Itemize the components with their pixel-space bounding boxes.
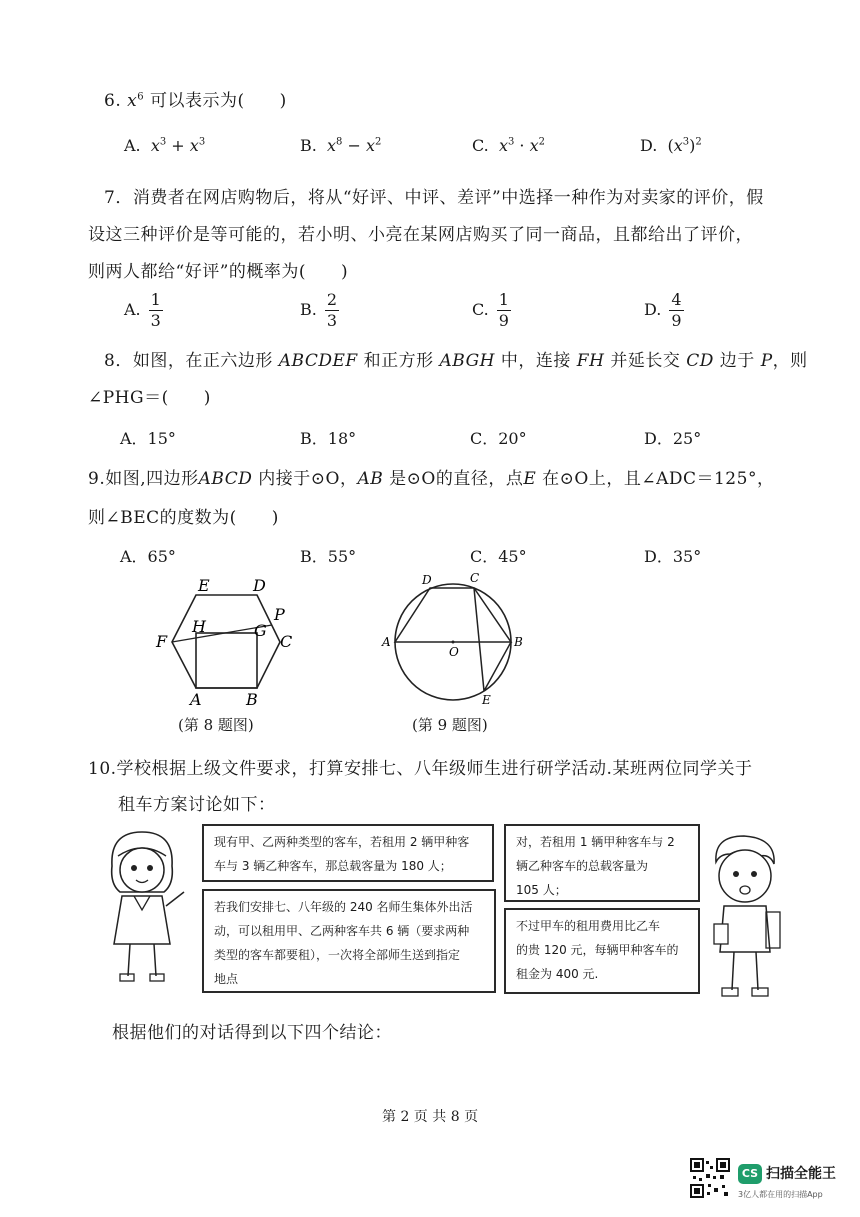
fig9-label-e: E	[482, 693, 491, 707]
q6-option-c: C. $x^3 \cdot x^2$	[472, 136, 546, 155]
q9-option-a: A．65°	[120, 547, 176, 566]
fig9-label-c: C	[470, 571, 480, 585]
fig8-label-f: F	[156, 632, 168, 651]
fig9-label-a: A	[382, 635, 391, 649]
fig8-label-h: H	[192, 617, 206, 636]
figure-9-circle	[378, 568, 528, 708]
bubble-left-bottom: 若我们安排七、八年级的 240 名师生集体外出活 动，可以租用甲、乙两种客车共 6 辆（要求两种 类型的客车都要租），一次将全部师生送到指定 地点	[202, 889, 496, 993]
q6-option-b: B. $x^8 - x^2$	[300, 136, 382, 155]
fig8-label-d: D	[253, 576, 266, 595]
fig9-label-d: D	[422, 573, 432, 587]
brand-name: 扫描全能王	[766, 1166, 836, 1182]
q10-conclusion-intro: 根据他们的对话得到以下四个结论：	[112, 1023, 392, 1043]
q10-line-1: 10.学校根据上级文件要求，打算安排七、八年级师生进行研学活动.某班两位同学关于	[88, 759, 753, 779]
q7-option-c: C. $\frac{1}{9}$	[472, 290, 509, 330]
q7-line-1: 7．消费者在网店购物后，将从“好评、中评、差评”中选择一种作为对卖家的评价，假	[104, 188, 764, 208]
q8-line-2: ∠PHG＝( )	[88, 388, 211, 408]
figure-9-caption: (第 9 题图)	[412, 716, 488, 734]
q7-line-3: 则两人都给“好评”的概率为( )	[88, 262, 349, 282]
q7-option-b: B. $\frac{2}{3}$	[300, 290, 338, 330]
q8-line-1: 8．如图，在正六边形 ABCDEF 和正方形 ABGH 中，连接 FH 并延长交 CD 边于 P，则	[104, 351, 808, 371]
q9-option-c: C．45°	[470, 547, 527, 566]
figure-8-hexagon	[150, 570, 310, 710]
q8-option-b: B．18°	[300, 429, 357, 448]
fig9-label-o: O	[449, 645, 459, 659]
q6-option-a: A. $x^3 + x^3$	[124, 136, 206, 155]
girl-illustration	[92, 826, 192, 986]
figure-8-caption: (第 8 题图)	[178, 716, 254, 734]
q6-option-d: D. $(x^3)^2$	[640, 136, 702, 155]
q7-line-2: 设这三种评价是等可能的，若小明、小亮在某网店购买了同一商品，且都给出了评价，	[88, 225, 753, 245]
fig8-label-a: A	[190, 690, 202, 709]
q9-option-b: B．55°	[300, 547, 357, 566]
q10-line-2: 租车方案讨论如下：	[118, 795, 276, 815]
fig8-label-b: B	[246, 690, 258, 709]
fig8-label-c: C	[280, 632, 293, 651]
q7-option-a: A. $\frac{1}{3}$	[124, 290, 161, 330]
q8-option-d: D．25°	[644, 429, 702, 448]
q8-option-c: C．20°	[470, 429, 527, 448]
q8-option-a: A．15°	[120, 429, 176, 448]
camscanner-logo: CS	[738, 1164, 762, 1184]
q7-option-d: D. $\frac{4}{9}$	[644, 290, 682, 330]
boy-illustration	[700, 832, 790, 1002]
fig8-label-g: G	[254, 621, 267, 640]
q9-line-1: 9.如图,四边形ABCD 内接于⊙O，AB 是⊙O的直径，点E 在⊙O上，且∠ADC＝125°，	[88, 469, 775, 489]
page-number: 第 2 页 共 8 页	[382, 1109, 479, 1125]
q9-line-2: 则∠BEC的度数为( )	[88, 508, 279, 528]
fig9-label-b: B	[514, 635, 523, 649]
fig8-label-p: P	[274, 605, 285, 624]
qr-code-icon	[690, 1158, 730, 1198]
bubble-right-bottom: 不过甲车的租用费用比乙车 的贵 120 元，每辆甲种客车的 租金为 400 元.	[504, 908, 700, 994]
brand-tagline: 3亿人都在用的扫描App	[738, 1190, 823, 1199]
q9-option-d: D．35°	[644, 547, 702, 566]
q6-stem: 6. $x^6$ 可以表示为( )	[104, 91, 287, 111]
bubble-left-top: 现有甲、乙两种类型的客车，若租用 2 辆甲种客 车与 3 辆乙种客车，那总载客量为 180 人；	[202, 824, 494, 882]
fig8-label-e: E	[198, 576, 210, 595]
bubble-right-top: 对，若租用 1 辆甲种客车与 2 辆乙种客车的总载客量为 105 人；	[504, 824, 700, 902]
